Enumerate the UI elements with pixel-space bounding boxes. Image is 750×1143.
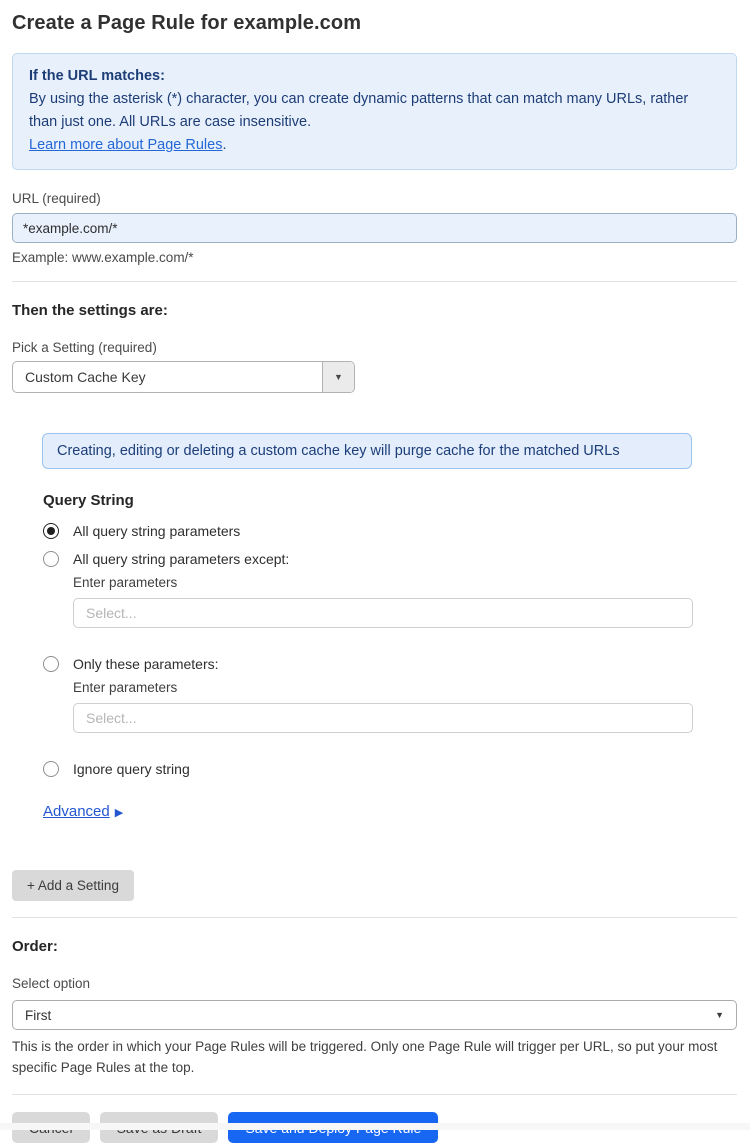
- radio-label: Only these parameters:: [73, 656, 219, 672]
- triangle-right-icon: ▶: [114, 807, 124, 819]
- chevron-down-icon[interactable]: ▼: [322, 362, 354, 392]
- radio-ignore-query-string[interactable]: [43, 761, 737, 777]
- setting-picker-dropdown[interactable]: [12, 361, 355, 393]
- except-params-input[interactable]: [73, 598, 693, 628]
- only-params-input[interactable]: [73, 703, 693, 733]
- radio-unselected-icon[interactable]: [43, 761, 59, 777]
- bottom-strip: [0, 1123, 750, 1130]
- only-params-block: [73, 680, 737, 733]
- radio-unselected-icon[interactable]: [43, 551, 59, 567]
- order-heading: Order:: [12, 938, 58, 955]
- order-help-text: This is the order in which your Page Rules will be triggered. Only one Page Rule will trigger per URL, so put your most specific Page Rules at the top.: [12, 1039, 718, 1075]
- url-match-info-box: [12, 53, 737, 170]
- order-select-dropdown[interactable]: [12, 1000, 737, 1030]
- url-input[interactable]: [12, 213, 737, 243]
- advanced-link-label: Advanced: [43, 803, 110, 820]
- query-string-heading: Query String: [43, 492, 134, 509]
- radio-label: Ignore query string: [73, 761, 190, 777]
- setting-config-area: [42, 433, 737, 821]
- radio-only-these-params[interactable]: [43, 656, 737, 672]
- radio-all-query-params[interactable]: [43, 523, 737, 539]
- settings-heading: Then the settings are:: [12, 302, 168, 319]
- radio-label: All query string parameters except:: [73, 551, 290, 567]
- advanced-link[interactable]: [43, 803, 123, 820]
- setting-picker-label: Pick a Setting (required): [12, 340, 157, 355]
- learn-more-link[interactable]: Learn more about Page Rules: [29, 137, 223, 153]
- radio-label: All query string parameters: [73, 523, 241, 539]
- enter-parameters-label: Enter parameters: [73, 680, 178, 695]
- divider: [12, 1094, 737, 1095]
- radio-selected-icon[interactable]: [43, 523, 59, 539]
- divider: [12, 917, 737, 918]
- radio-unselected-icon[interactable]: [43, 656, 59, 672]
- chevron-down-icon: ▼: [715, 1010, 724, 1020]
- info-box-body: By using the asterisk (*) character, you can create dynamic patterns that can match many URLs, rather than just one. All URLs are case insensitive. Learn more about Page Rules.: [29, 91, 689, 153]
- order-selected-value: First: [25, 1007, 52, 1023]
- link-period: .: [222, 137, 227, 153]
- divider: [12, 281, 737, 282]
- add-setting-button[interactable]: + Add a Setting: [12, 870, 134, 901]
- page-title: Create a Page Rule for example.com: [12, 12, 362, 34]
- setting-picker-value: Custom Cache Key: [25, 369, 146, 385]
- radio-all-params-except[interactable]: [43, 551, 737, 567]
- except-params-block: [73, 575, 737, 628]
- order-select-label: Select option: [12, 976, 91, 991]
- cache-purge-notice: Creating, editing or deleting a custom cache key will purge cache for the matched URLs: [42, 433, 692, 469]
- enter-parameters-label: Enter parameters: [73, 575, 178, 590]
- info-box-heading: If the URL matches:: [29, 68, 165, 84]
- url-field-label: URL (required): [12, 191, 101, 206]
- url-example-text: Example: www.example.com/*: [12, 250, 194, 265]
